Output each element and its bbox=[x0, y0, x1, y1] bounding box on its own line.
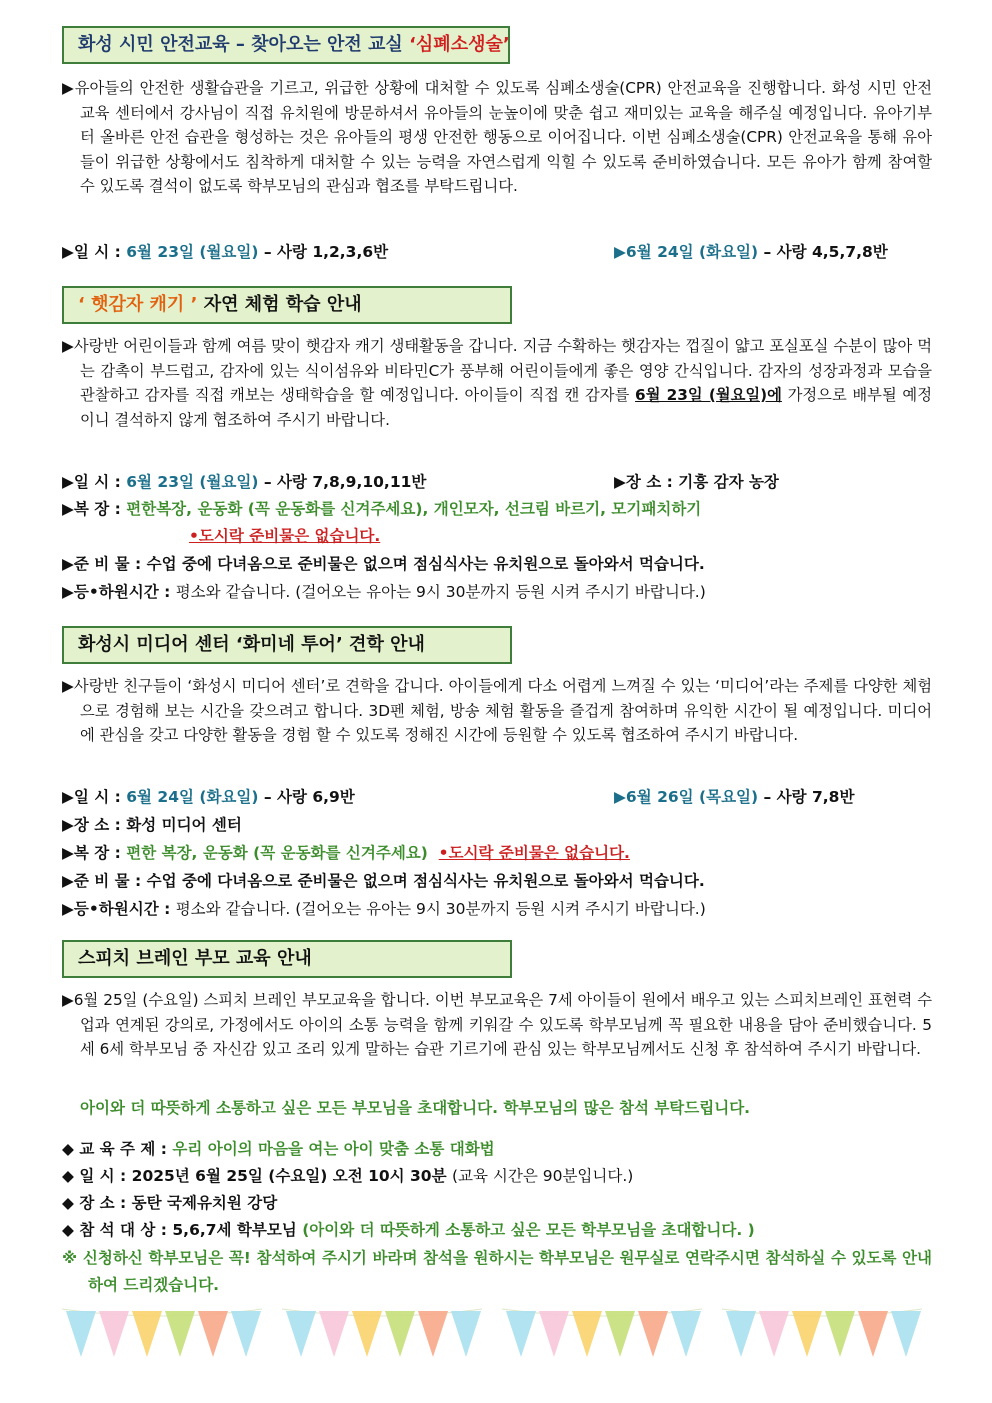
potato-body-date: 6월 23일 (월요일)에 bbox=[635, 386, 782, 404]
target-note: (아이와 더 따뜻하게 소통하고 싶은 모든 학부모님을 초대합니다. ) bbox=[296, 1221, 755, 1239]
bunting-flag bbox=[671, 1311, 701, 1357]
potato-date-row bbox=[62, 470, 932, 494]
bunting-flag bbox=[231, 1311, 261, 1357]
bunting-flag bbox=[539, 1311, 569, 1357]
potato-body-b: 가정으로 배부될 예정이니 결석하지 않게 협조하여 주시기 바랍니다. bbox=[80, 386, 932, 429]
section-title-potato bbox=[62, 286, 512, 324]
title-text: 화성시 미디어 센터 ‘화미네 투어’ 견학 안내 bbox=[78, 634, 425, 655]
title-text: 자연 체험 학습 안내 bbox=[197, 294, 362, 315]
media-description bbox=[62, 674, 932, 748]
time-label: ▶등•하원시간 : bbox=[62, 900, 176, 918]
bunting-flag bbox=[198, 1311, 228, 1357]
bunting-flag bbox=[99, 1311, 129, 1357]
title-highlight: ‘ 햇감자 캐기 ’ bbox=[78, 294, 198, 315]
speech-body: ▶6월 25일 (수요일) 스피치 브레인 부모교육을 합니다. 이번 부모교육은 7세 아이들이 원에서 배우고 있는 스피치브레인 표현력 수업과 연계된 강의로, 가정에서도 아이의 소통 능력을 함께 키워갈 수 있도록 학부모님께 꼭 필요한 내용을 담아 준비했습니다. 5세 6세 학부모님 중 자신감 있고 조리 있게 말하는 습관 기르기에 관심 있는 학부모님께서도 신청 후 참석하여 주시기 바랍니다. bbox=[62, 991, 932, 1058]
speech-description bbox=[62, 988, 932, 1062]
bunting-flag bbox=[638, 1311, 668, 1357]
cpr-body: ▶유아들의 안전한 생활습관을 기르고, 위급한 상황에 대처할 수 있도록 심폐소생술(CPR) 안전교육을 진행합니다. 화성 시민 안전교육 센터에서 강사님이 직접 유치원에 방문하셔서 유아들의 눈높이에 맞춘 쉽고 재미있는 교육을 해주실 예정입니다. 유아기부터 올바른 안전 습관을 형성하는 것은 유아들의 평생 안전한 행동으로 이어집니다. 이번 심폐소생술(CPR) 안전교육을 통해 유아들이 위급한 상황에서도 침착하게 대처할 수 있는 능력을 자연스럽게 익힐 수 있도록 준비하였습니다. 모든 유아가 함께 참여할 수 있도록 결석이 없도록 학부모님의 관심과 협조를 부탁드립니다. bbox=[62, 79, 932, 195]
cpr-schedule bbox=[62, 240, 932, 264]
bunting-flag bbox=[726, 1311, 756, 1357]
lunch-note: •도시락 준비물은 없습니다. bbox=[438, 844, 630, 862]
time-value: 평소와 같습니다. (걸어오는 유아는 9시 30분까지 등원 시켜 주시기 바랍니다.) bbox=[175, 583, 706, 601]
date-label: ▶일 시 : bbox=[62, 788, 127, 806]
topic-value: 우리 아이의 마음을 여는 아이 맞춤 소통 대화법 bbox=[172, 1140, 495, 1158]
date-value: 2025년 6월 25일 (수요일) 오전 10시 30분 bbox=[131, 1167, 452, 1185]
bunting-flag bbox=[858, 1311, 888, 1357]
date-value: 6월 23일 (월요일) bbox=[126, 243, 259, 261]
class-value-2: – 사랑 7,8반 bbox=[758, 788, 855, 806]
potato-body-a: ▶사랑반 어린이들과 함께 여름 맞이 햇감자 캐기 생태활동을 갑니다. 지금 수확하는 햇감자는 껍질이 얇고 포실포실 수분이 많아 먹는 감촉이 부드럽고, 감자에 있는 식이섬유와 비타민C가 풍부해 어린이들에게 좋은 영양 간식입니다. 감자의 성장과정과 모습을 관찰하고 감자를 직접 캐보는 생태학습을 할 예정입니다. 아이들이 직접 캔 감자를 bbox=[62, 337, 932, 404]
title-text: 스피치 브레인 부모 교육 안내 bbox=[78, 948, 312, 969]
section-title-cpr bbox=[62, 26, 510, 64]
potato-lunch-row bbox=[189, 524, 380, 548]
date-note: (교육 시간은 90분입니다.) bbox=[451, 1167, 634, 1185]
prep-value: 수업 중에 다녀옴으로 준비물은 없으며 점심식사는 유치원으로 돌아와서 먹습니다. bbox=[146, 555, 705, 573]
bunting-flag bbox=[825, 1311, 855, 1357]
place-label: ◆ 장 소 : bbox=[62, 1194, 132, 1212]
bunting-flag bbox=[66, 1311, 96, 1357]
place-value: 기흥 감자 농장 bbox=[678, 473, 779, 491]
bunting-flag bbox=[165, 1311, 195, 1357]
target-label: ◆ 참 석 대 상 : bbox=[62, 1221, 173, 1239]
media-body: ▶사랑반 친구들이 ‘화성시 미디어 센터’로 견학을 갑니다. 아이들에게 다소 어렵게 느껴질 수 있는 ‘미디어’라는 주제를 다양한 체험으로 경험해 보는 시간을 갖으려고 합니다. 3D펜 체험, 방송 체험 활동을 즐겁게 참여하며 유익한 시간이 될 예정입니다. 미디어에 관심을 갖고 다양한 활동을 경험 할 수 있도록 정해진 시간에 등원할 수 있도록 협조하여 주시기 바랍니다. bbox=[62, 677, 932, 744]
media-time-row bbox=[62, 897, 706, 921]
date-label: ▶일 시 : bbox=[62, 473, 127, 491]
dress-value: 편한복장, 운동화 (꼭 운동화를 신겨주세요), 개인모자, 선크림 바르기, 모기패치하기 bbox=[126, 500, 702, 518]
media-prep-row bbox=[62, 869, 705, 893]
bunting-flag bbox=[319, 1311, 349, 1357]
media-dress-row bbox=[62, 841, 630, 865]
section-title-media bbox=[62, 626, 512, 664]
invite-text: 아이와 더 따뜻하게 소통하고 싶은 모든 부모님을 초대합니다. 학부모님의 많은 참석 부탁드립니다. bbox=[80, 1099, 751, 1117]
bunting-flag bbox=[286, 1311, 316, 1357]
bunting-flag bbox=[605, 1311, 635, 1357]
date-value: 6월 24일 (화요일) bbox=[126, 788, 259, 806]
bunting-flag bbox=[506, 1311, 536, 1357]
dress-label: ▶복 장 : bbox=[62, 500, 127, 518]
class-value: – 사랑 7,8,9,10,11반 bbox=[258, 473, 427, 491]
potato-prep-row bbox=[62, 552, 705, 576]
bunting-flag bbox=[759, 1311, 789, 1357]
potato-dress-row bbox=[62, 497, 701, 521]
section-title-speech bbox=[62, 940, 512, 978]
prep-value: 수업 중에 다녀옴으로 준비물은 없으며 점심식사는 유치원으로 돌아와서 먹습니다. bbox=[146, 872, 705, 890]
media-place-row bbox=[62, 813, 242, 837]
title-highlight: ‘심폐소생술’ bbox=[409, 34, 510, 55]
time-value: 평소와 같습니다. (걸어오는 유아는 9시 30분까지 등원 시켜 주시기 바랍니다.) bbox=[175, 900, 706, 918]
bunting-flag bbox=[572, 1311, 602, 1357]
lunch-note: •도시락 준비물은 없습니다. bbox=[189, 527, 381, 545]
date-value-2: ▶6월 26일 (목요일) bbox=[614, 788, 759, 806]
cpr-description bbox=[62, 76, 932, 199]
bunting-flag bbox=[385, 1311, 415, 1357]
place-value: 동탄 국제유치원 강당 bbox=[131, 1194, 278, 1212]
time-label: ▶등•하원시간 : bbox=[62, 583, 176, 601]
date-label: ◆ 일 시 : bbox=[62, 1167, 132, 1185]
potato-time-row bbox=[62, 580, 706, 604]
class-value: – 사랑 1,2,3,6반 bbox=[258, 243, 389, 261]
prep-label: ▶준 비 물 : bbox=[62, 555, 147, 573]
speech-topic-row bbox=[62, 1137, 495, 1161]
date-label: ▶일 시 : bbox=[62, 243, 127, 261]
class-value: – 사랑 6,9반 bbox=[258, 788, 355, 806]
bunting-flag bbox=[451, 1311, 481, 1357]
bunting-flag bbox=[352, 1311, 382, 1357]
potato-description bbox=[62, 334, 932, 432]
speech-date-row bbox=[62, 1164, 633, 1188]
bunting-flag bbox=[792, 1311, 822, 1357]
class-value-2: – 사랑 4,5,7,8반 bbox=[758, 243, 888, 261]
speech-invite bbox=[80, 1096, 750, 1120]
dress-value: 편한 복장, 운동화 (꼭 운동화를 신겨주세요) bbox=[126, 844, 428, 862]
date-value: 6월 23일 (월요일) bbox=[126, 473, 259, 491]
bunting-flag bbox=[891, 1311, 921, 1357]
title-text: 화성 시민 안전교육 – 찾아오는 안전 교실 bbox=[78, 34, 410, 55]
bunting-flag bbox=[418, 1311, 448, 1357]
dress-label: ▶복 장 : bbox=[62, 844, 127, 862]
bunting-flag bbox=[132, 1311, 162, 1357]
place-label: ▶장 소 : bbox=[62, 816, 127, 834]
notice-text: ※ 신청하신 학부모님은 꼭! 참석하여 주시기 바라며 참석을 원하시는 학부모님은 원무실로 연락주시면 참석하실 수 있도록 안내하여 드리겠습니다. bbox=[62, 1249, 932, 1294]
place-label: ▶장 소 : bbox=[614, 473, 679, 491]
place-value: 화성 미디어 센터 bbox=[126, 816, 242, 834]
prep-label: ▶준 비 물 : bbox=[62, 872, 147, 890]
date-value-2: ▶6월 24일 (화요일) bbox=[614, 243, 759, 261]
speech-place-row bbox=[62, 1191, 277, 1215]
bunting-decoration bbox=[62, 1305, 932, 1365]
speech-target-row bbox=[62, 1218, 755, 1242]
speech-notice bbox=[62, 1245, 932, 1299]
media-date-row bbox=[62, 785, 932, 809]
target-value: 5,6,7세 학부모님 bbox=[172, 1221, 297, 1239]
topic-label: ◆ 교 육 주 제 : bbox=[62, 1140, 173, 1158]
